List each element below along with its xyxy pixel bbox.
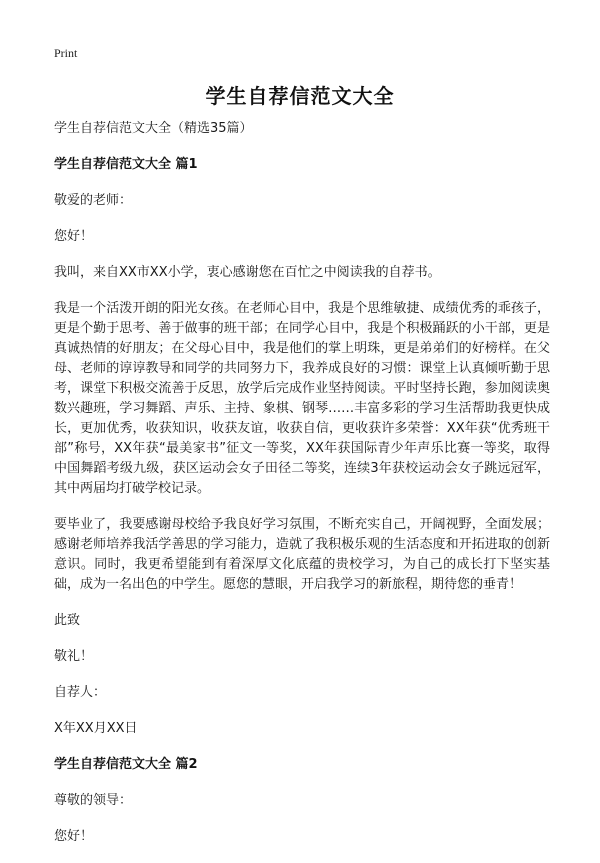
date-line: X年XX月XX日 bbox=[54, 721, 138, 736]
intro-paragraph: 我叫，来自XX市XX小学，衷心感谢您在百忙之中阅读我的自荐书。 bbox=[54, 265, 441, 280]
greeting-2: 您好！ bbox=[54, 829, 94, 844]
greeting: 您好！ bbox=[54, 229, 94, 244]
closing-line-2: 敬礼！ bbox=[54, 649, 94, 664]
section-heading-1: 学生自荐信范文大全 篇1 bbox=[54, 157, 198, 172]
salutation-2: 尊敬的领导： bbox=[54, 793, 133, 808]
document-title: 学生自荐信范文大全 bbox=[205, 84, 395, 108]
print-label: Print bbox=[54, 46, 78, 60]
body-paragraph-1: 我是一个活泼开朗的阳光女孩。在老师心目中，我是个思维敏捷、成绩优秀的乖孩子，更是个勤于思考、善于做事的班干部；在同学心目中，我是个积极踊跃的小干部，更是真诚热情的好朋友；在父母心目中，我是他们的掌上明珠，更是弟弟们的好榜样。在父母、老师的谆谆教导和同学的共同努力下，我养成良好的习惯：课堂上认真倾听勤于思考，课堂下积极交流善于反思，放学后完成作业坚持阅读。平时坚持长跑，参加阅读奥数兴趣班，学习舞蹈、声乐、主持、象棋、钢琴……丰富多彩的学习生活帮助我更快成长，更加优秀，收获知识，收获友谊，收获自信，更收获许多荣誉：XX年获“优秀班干部”称号，XX年获“最美家书”征文一等奖，XX年获国际青少年声乐比赛一等奖，取得中国舞蹈考级九级，获区运动会女子田径二等奖，连续3年获校运动会女子跳远冠军，其中两届均打破学校记录。 bbox=[54, 301, 550, 496]
body-paragraph-2: 要毕业了，我要感谢母校给予我良好学习氛围，不断充实自己，开阔视野，全面发展；感谢老师培养我活学善思的学习能力，造就了我积极乐观的生活态度和开拓进取的创新意识。同时，我更希望能到有着深厚文化底蕴的贵校学习，为自己的成长打下坚实基础，成为一名出色的中学生。愿您的慧眼，开启我学习的新旅程，期待您的垂青！ bbox=[54, 517, 550, 592]
document-body bbox=[54, 119, 550, 863]
closing-line-1: 此致 bbox=[54, 613, 81, 628]
document-subtitle: 学生自荐信范文大全（精选35篇） bbox=[54, 121, 253, 136]
signer-line: 自荐人： bbox=[54, 685, 107, 700]
section-heading-2: 学生自荐信范文大全 篇2 bbox=[54, 757, 198, 772]
salutation: 敬爱的老师： bbox=[54, 193, 133, 208]
